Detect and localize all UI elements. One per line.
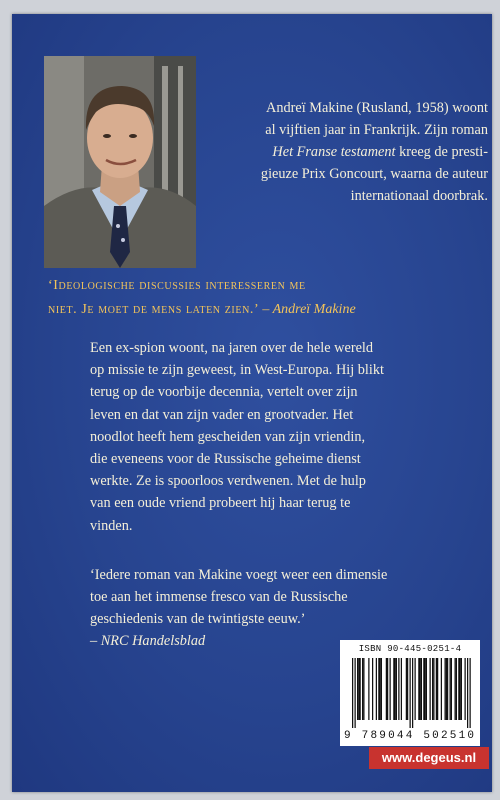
barcode-bar bbox=[372, 658, 373, 720]
barcode-bar bbox=[421, 658, 422, 720]
review-line: toe aan het immense fresco van de Russische bbox=[90, 589, 348, 605]
barcode-bar bbox=[352, 658, 353, 728]
barcode-bar bbox=[432, 658, 433, 720]
barcode-bar bbox=[423, 658, 424, 720]
barcode-bar bbox=[381, 658, 382, 720]
author-quote-attribution: – Andreï Makine bbox=[262, 302, 356, 317]
author-photo bbox=[44, 56, 196, 268]
barcode-bar bbox=[396, 658, 397, 720]
barcode-bar bbox=[436, 658, 437, 720]
barcode-bar bbox=[467, 658, 468, 728]
barcode-bar bbox=[387, 658, 388, 720]
barcode-bar bbox=[433, 658, 434, 720]
barcode-bar bbox=[393, 658, 394, 720]
book-back-cover bbox=[12, 14, 492, 792]
synopsis-line: Een ex-spion woont, na jaren over de hele wereld bbox=[90, 340, 374, 356]
barcode-bar bbox=[362, 658, 363, 720]
review-source: – NRC Handelsblad bbox=[90, 633, 206, 649]
barcode-bar bbox=[380, 658, 381, 720]
author-quote-line: niet. Je moet de mens laten zien.’ – Andreï Makine bbox=[48, 302, 356, 317]
author-portrait-image bbox=[44, 56, 196, 268]
barcode-digits: 9 789044 502510 bbox=[344, 730, 474, 742]
barcode-bar bbox=[465, 658, 466, 720]
barcode-bar bbox=[395, 658, 396, 720]
synopsis-line: leven en dat van zijn vader en grootvader. Het bbox=[90, 406, 354, 423]
barcode-bar bbox=[445, 658, 446, 720]
barcode-bar bbox=[390, 658, 391, 720]
barcode-bar bbox=[447, 658, 448, 720]
author-quote bbox=[48, 274, 488, 322]
barcode-bar bbox=[378, 658, 379, 720]
bio-line: Andreï Makine (Rusland, 1958) woont bbox=[266, 100, 488, 116]
bio-line: gieuze Prix Goncourt, waarna de auteur bbox=[260, 166, 488, 182]
barcode-bar bbox=[358, 658, 359, 720]
synopsis-line: van een oude vriend probeert hij haar terug te bbox=[90, 495, 351, 512]
barcode-bar bbox=[407, 658, 408, 720]
barcode-bar bbox=[437, 658, 438, 720]
review-line: geschiedenis van de twintigste eeuw.’ bbox=[90, 611, 306, 627]
barcode-bar bbox=[461, 658, 462, 720]
barcode-bar bbox=[430, 658, 431, 720]
synopsis-line: vinden. bbox=[90, 517, 133, 534]
barcode-bar bbox=[446, 658, 447, 720]
barcode-bar bbox=[460, 658, 461, 720]
synopsis-line: noodlot heeft hem gescheiden van zijn vriendin, bbox=[90, 428, 366, 445]
barcode-bar bbox=[470, 658, 471, 728]
synopsis-line: op missie te zijn geweest, in West-Europa. Hij blikt bbox=[90, 362, 385, 379]
barcode-bar bbox=[450, 658, 451, 720]
publisher-website-link[interactable]: www.degeus.nl bbox=[369, 747, 489, 769]
barcode-bar bbox=[357, 658, 358, 720]
barcode-bar bbox=[441, 658, 442, 720]
barcode-bar bbox=[458, 658, 459, 720]
barcode-image bbox=[340, 656, 480, 746]
bio-line: al vijftien jaar in Frankrijk. Zijn roman bbox=[265, 122, 488, 138]
barcode-bar bbox=[425, 658, 426, 720]
press-review bbox=[90, 564, 490, 652]
barcode-bar bbox=[418, 658, 419, 720]
synopsis bbox=[90, 337, 490, 537]
barcode-bar bbox=[368, 658, 369, 720]
barcode-bar bbox=[401, 658, 402, 720]
isbn-number: ISBN 90-445-0251-4 bbox=[358, 644, 462, 654]
isbn-barcode bbox=[340, 640, 480, 746]
barcode-bar bbox=[420, 658, 421, 720]
barcode-bar bbox=[456, 658, 457, 720]
synopsis-line: terug op de voorbije decennia, vertelt over zijn bbox=[90, 384, 358, 401]
book-title: Het Franse testament bbox=[272, 144, 396, 160]
barcode-bar bbox=[376, 658, 377, 720]
barcode-bar bbox=[451, 658, 452, 720]
barcode-bar bbox=[415, 658, 416, 720]
synopsis-line: die eveneens voor de Russische geheime dienst bbox=[90, 451, 361, 468]
bio-line: Het Franse testament kreeg de presti- bbox=[272, 144, 488, 160]
barcode-bar bbox=[355, 658, 356, 728]
barcode-bar bbox=[386, 658, 387, 720]
barcode-bar bbox=[406, 658, 407, 720]
author-bio bbox=[200, 97, 488, 207]
bio-line: internationaal doorbrak. bbox=[350, 188, 488, 204]
barcode-bar bbox=[363, 658, 364, 720]
author-quote-line: ‘Ideologische discussies interesseren me bbox=[48, 278, 306, 293]
barcode-bar bbox=[412, 658, 413, 728]
barcode-bar bbox=[398, 658, 399, 720]
review-line: ‘Iedere roman van Makine voegt weer een dimensie bbox=[90, 567, 388, 583]
barcode-bar bbox=[360, 658, 361, 720]
synopsis-line: werkte. Ze is spoorloos verdwenen. Met de hulp bbox=[90, 473, 366, 490]
barcode-bar bbox=[426, 658, 427, 720]
barcode-bar bbox=[455, 658, 456, 720]
barcode-bar bbox=[410, 658, 411, 728]
